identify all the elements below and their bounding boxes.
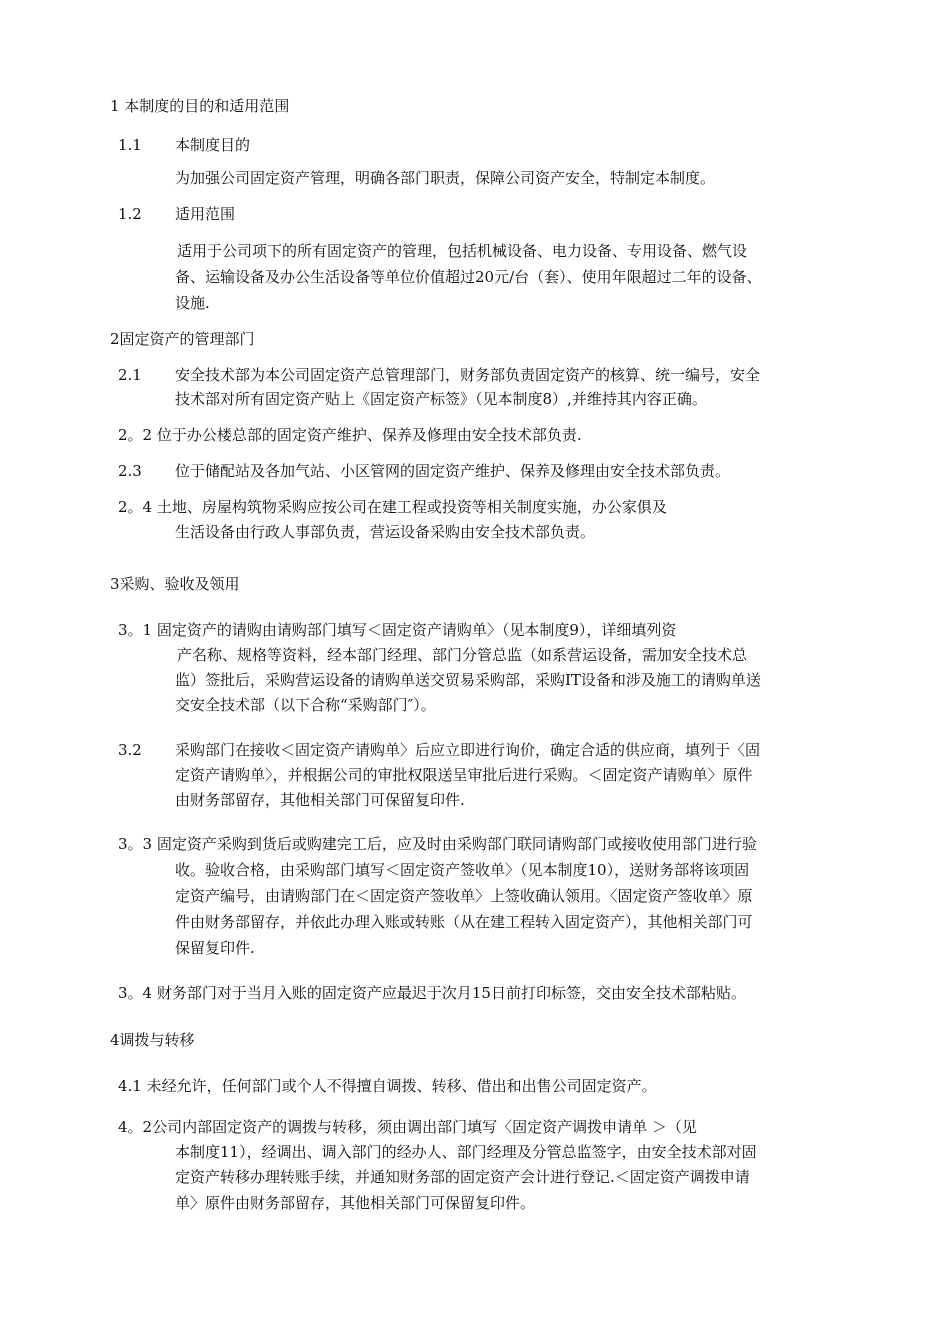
clause-1-2-line-1: 适用于公司项下的所有固定资产的管理，包括机械设备、电力设备、专用设备、燃气设 [177,242,748,260]
clause-1-2-number: 1.2 [118,205,142,223]
clause-3-1-line-3: 监）签批后，采购营运设备的请购单送交贸易采购部，采购IT设备和涉及施工的请购单送 [175,671,761,689]
clause-1-1-number: 1.1 [118,136,142,154]
clause-2-3-body: 位于储配站及各加气站、小区管网的固定资产维护、保养及修理由安全技术部负责。 [175,462,731,480]
section-4-heading: 4调拨与转移 [110,1031,195,1049]
clause-3-1-line-2: 产名称、规格等资料，经本部门经理、部门分管总监（如系营运设备，需加安全技术总 [177,646,748,664]
clause-1-2-line-3: 设施. [175,294,210,312]
clause-3-2-line-3: 由财务部留存，其他相关部门可保留复印件. [175,791,465,809]
clause-2-4-line-1: 2。4 土地、房屋构筑物采购应按公司在建工程或投资等相关制度实施，办公家俱及 [118,498,667,516]
clause-2-3-number: 2.3 [118,462,142,480]
clause-3-3-line-5: 保留复印件. [175,939,255,957]
clause-4-2-line-1: 4。2公司内部固定资产的调拨与转移，须由调出部门填写〈固定资产调拨申请单 ＞（见 [118,1118,697,1136]
clause-2-4-line-2: 生活设备由行政人事部负责，营运设备采购由安全技术部负责。 [175,523,596,541]
clause-4-2-line-4: 单〉原件由财务部留存，其他相关部门可保留复印件。 [175,1194,536,1212]
clause-1-1-body: 为加强公司固定资产管理，明确各部门职责，保障公司资产安全，特制定本制度。 [175,169,716,187]
clause-2-1-number: 2.1 [118,366,142,384]
clause-3-4: 3。4 财务部门对于当月入账的固定资产应最迟于次月15日前打印标签，交由安全技术部粘贴。 [118,984,746,1002]
clause-1-2-title: 适用范围 [175,205,236,223]
clause-3-2-line-1: 采购部门在接收＜固定资产请购单〉后应立即进行询价，确定合适的供应商，填列于〈固 [175,741,761,759]
clause-3-2-line-2: 定资产请购单〉，并根据公司的审批权限送呈审批后进行采购。＜固定资产请购单〉原件 [175,766,753,784]
clause-1-2-line-2: 备、运输设备及办公生活设备等单位价值超过20元/台（套）、使用年限超过二年的设备、 [175,268,762,286]
clause-4-2-line-3: 定资产转移办理转账手续，并通知财务部的固定资产会计进行登记.＜固定资产调拨申请 [175,1168,750,1186]
clause-1-1-title: 本制度目的 [175,136,251,154]
clause-4-2-line-2: 本制度11），经调出、调入部门的经办人、部门经理及分管总监签字，由安全技术部对固 [175,1143,757,1161]
clause-2-1-line-1: 安全技术部为本公司固定资产总管理部门，财务部负责固定资产的核算、统一编号，安全 [175,366,761,384]
clause-3-3-line-2: 收。验收合格，由采购部门填写＜固定资产签收单〉（见本制度10），送财务部将该项固 [175,861,750,879]
clause-3-1-line-1: 3。1 固定资产的请购由请购部门填写＜固定资产请购单〉（见本制度9），详细填列资 [118,621,677,639]
section-2-heading: 2固定资产的管理部门 [110,330,255,348]
clause-3-1-line-4: 交安全技术部（以下合称“采购部门″）。 [175,696,436,714]
section-3-heading: 3采购、验收及领用 [110,575,240,593]
clause-2-1-line-2: 技术部对所有固定资产贴上《固定资产标签》（见本制度8）,并维持其内容正确。 [175,390,707,408]
clause-3-3-line-3: 定资产编号，由请购部门在＜固定资产签收单〉上签收确认领用。〈固定资产签收单〉原 [175,887,753,905]
clause-4-1: 4.1 未经允许，任何部门或个人不得擅自调拨、转移、借出和出售公司固定资产。 [118,1077,657,1095]
clause-3-3-line-1: 3。3 固定资产采购到货后或购建完工后，应及时由采购部门联同请购部门或接收使用部门进行验 [118,835,757,853]
clause-3-2-number: 3.2 [118,741,142,759]
clause-2-2: 2。2 位于办公楼总部的固定资产维护、保养及修理由安全技术部负责. [118,426,582,444]
clause-3-3-line-4: 件由财务部留存，并依此办理入账或转账（从在建工程转入固定资产），其他相关部门可 [175,913,753,931]
section-1-heading: 1 本制度的目的和适用范围 [110,97,290,115]
